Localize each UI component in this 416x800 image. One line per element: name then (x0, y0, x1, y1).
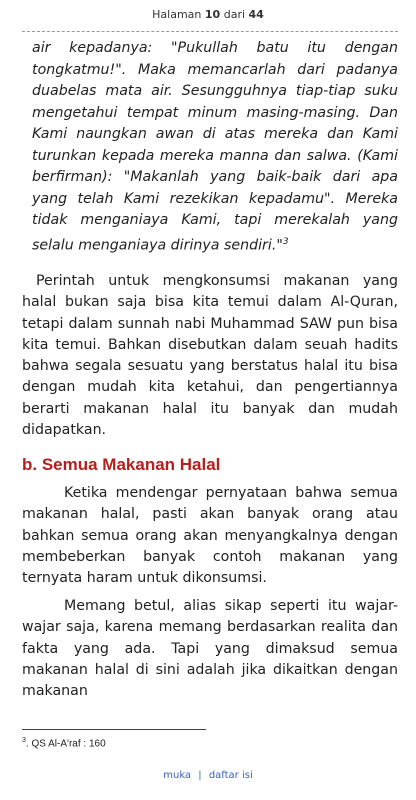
section-heading: b. Semua Makanan Halal (22, 455, 221, 474)
footnote-text: . QS Al-A'raf : 160 (25, 738, 106, 750)
home-link[interactable]: muka (163, 770, 192, 781)
paragraph-halal-command: Perintah untuk mengkonsumsi makanan yang halal bukan saja bisa kita temui dalam Al-Quran, tetapi dalam sunnah nabi Muhammad SAW pun bisa kita temui. Bahkan disebutkan dalam seuah hadits bahwa segala sesuatu yang berstatus halal itu bisa dengan mudah kita ketahui, dan pengertiannya berarti makanan halal itu banyak dan mudah didapatkan. (22, 273, 398, 439)
current-page-number: 10 (204, 8, 221, 21)
paragraph-all-food-halal: Ketika mendengar pernyataan bahwa semua makanan halal, pasti akan banyak orang atau bahkan semua orang akan menyangkalnya dengan membeberkan banyak contoh makanan yang ternyata haram untuk dikonsumsi. (22, 485, 398, 587)
page-header (0, 8, 416, 21)
page-label: Halaman (152, 8, 202, 21)
header-divider (22, 31, 398, 32)
quote-text: air kepadanya: "Pukullah batu itu dengan tongkatmu!". Maka memancarlah dari padanya duabelas mata air. Sesungguhnya tiap-tiap suku mengetahui tempat minum masing-masing. Dan Kami naungkan awan di atas mereka dan Kami turunkan kepada mereka manna dan salwa. (Kami berfirman): "Makanlah yang baik-baik dari apa yang telah Kami rezekikan kepadamu". Mereka tidak menganiaya Kami, tapi merekalah yang selalu menganiaya dirinya sendiri." (32, 40, 398, 254)
footnote-divider (22, 729, 206, 730)
paragraph-explanation: Memang betul, alias sikap seperti itu wajar-wajar saja, karena memang berdasarkan realita dan fakta yang ada. Tapi yang dimaksud semua makanan halal di sini adalah jika dikaitkan dengan makanan (22, 598, 398, 700)
page-navigation (0, 770, 416, 781)
nav-separator: | (198, 770, 202, 781)
footnote-reference[interactable]: 3 (282, 236, 289, 247)
footnote (22, 737, 106, 749)
page-of-label: dari (223, 8, 246, 21)
table-of-contents-link[interactable]: daftar isi (208, 770, 253, 781)
footnote-number: 3 (22, 737, 26, 744)
total-pages-number: 44 (248, 8, 264, 21)
quran-quote (32, 38, 398, 257)
